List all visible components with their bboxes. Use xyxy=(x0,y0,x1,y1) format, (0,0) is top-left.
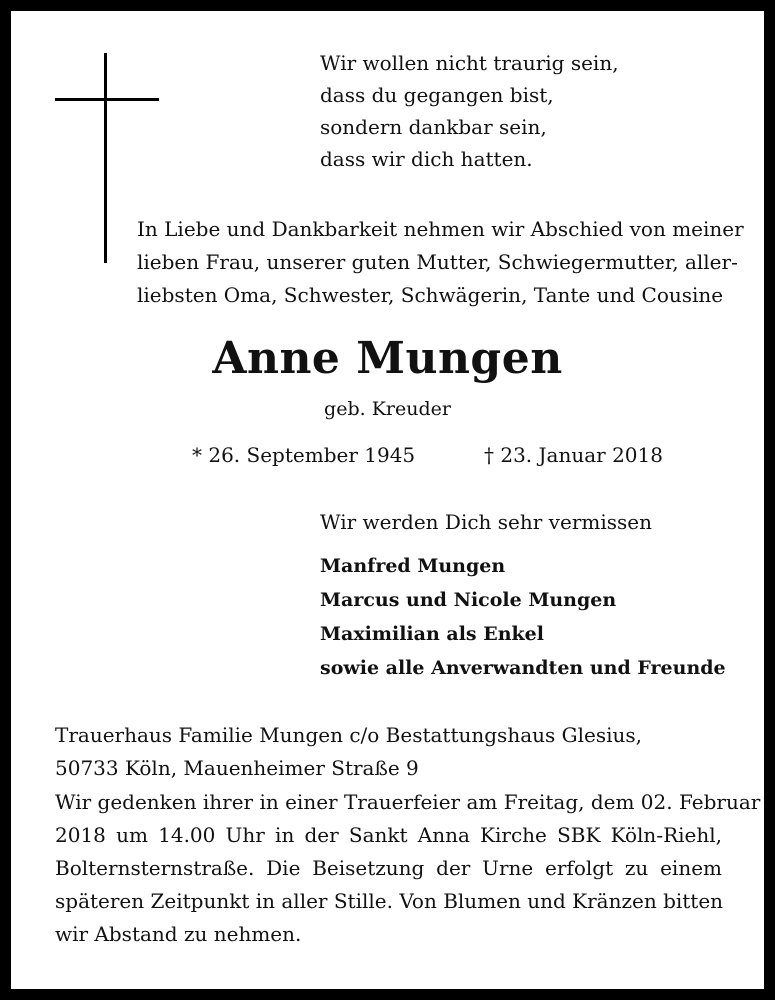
birth-date: * 26. September 1945 xyxy=(192,443,416,467)
cross-vertical-bar xyxy=(104,53,107,263)
poem-line: dass wir dich hatten. xyxy=(320,147,533,171)
poem-line: sondern dankbar sein, xyxy=(320,115,547,139)
intro-line: liebsten Oma, Schwester, Schwägerin, Tante und Cousine xyxy=(137,283,724,307)
maiden-name: geb. Kreuder xyxy=(324,398,451,420)
mourning-address xyxy=(55,719,642,785)
family-member: Manfred Mungen xyxy=(320,555,506,577)
address-line: Trauerhaus Familie Mungen c/o Bestattungshaus Glesius, xyxy=(55,723,642,747)
address-line: 50733 Köln, Mauenheimer Straße 9 xyxy=(55,756,419,780)
service-line: wir Abstand zu nehmen. xyxy=(55,922,302,946)
family-member: Marcus und Nicole Mungen xyxy=(320,589,617,611)
service-line: Bolternsternstraße. Die Beisetzung der Urne erfolgt zu einem xyxy=(55,856,722,880)
deceased-name: Anne Mungen xyxy=(212,333,563,384)
service-line: 2018 um 14.00 Uhr in der Sankt Anna Kirche SBK Köln-Riehl, xyxy=(55,823,722,847)
service-line: Wir gedenken ihrer in einer Trauerfeier am Freitag, dem 02. Februar xyxy=(55,790,761,814)
poem xyxy=(320,47,619,175)
poem-line: dass du gegangen bist, xyxy=(320,83,554,107)
intro-line: lieben Frau, unserer guten Mutter, Schwiegermutter, aller- xyxy=(137,250,738,274)
family-signatures xyxy=(320,549,726,685)
family-member: Maximilian als Enkel xyxy=(320,623,544,645)
poem-line: Wir wollen nicht traurig sein, xyxy=(320,51,619,75)
death-date: † 23. Januar 2018 xyxy=(484,443,663,467)
cross-horizontal-bar xyxy=(55,98,159,101)
intro-line: In Liebe und Dankbarkeit nehmen wir Abschied von meiner xyxy=(137,217,744,241)
farewell-line: Wir werden Dich sehr vermissen xyxy=(320,510,652,534)
family-member: sowie alle Anverwandten und Freunde xyxy=(320,657,726,679)
intro-paragraph xyxy=(137,213,744,312)
service-line: späteren Zeitpunkt in aller Stille. Von Blumen und Kränzen bitten xyxy=(55,889,724,913)
service-paragraph xyxy=(55,786,761,951)
